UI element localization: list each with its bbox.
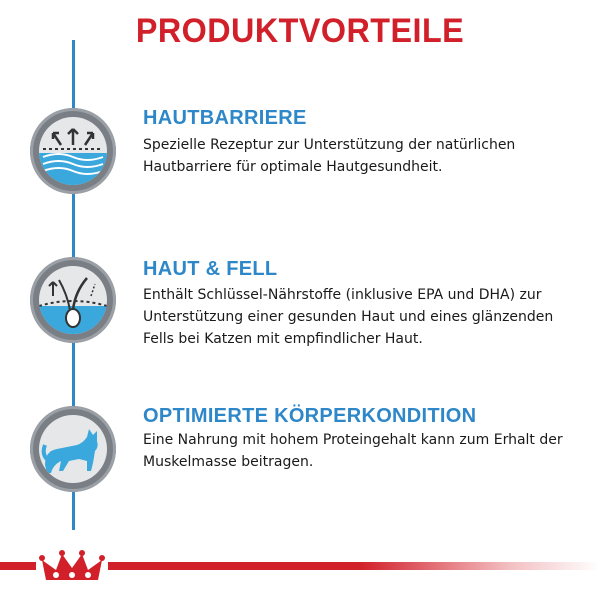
skin-coat-icon — [39, 266, 107, 334]
page-title: PRODUKTVORTEILE — [135, 12, 465, 50]
benefit-heading: OPTIMIERTE KÖRPERKONDITION — [143, 405, 477, 427]
cat-badge — [30, 406, 116, 492]
benefit-heading: HAUT & FELL — [143, 258, 278, 280]
benefit-text: Enthält Schlüssel-Nährstoffe (inklusive EPA und DHA) zur Unterstützung einer gesunden Haut und eines glänzenden Fells bei Katzen mit empfindlicher Haut. — [143, 287, 554, 347]
benefit-heading: HAUTBARRIERE — [143, 107, 307, 129]
benefit-text: Spezielle Rezeptur zur Unterstützung der natürlichen Hautbarriere für optimale Hautgesundheit. — [143, 137, 516, 175]
benefit-text: Eine Nahrung mit hohem Proteingehalt kann zum Erhalt der Muskelmasse beitragen. — [143, 432, 563, 470]
crown-logo — [36, 548, 108, 588]
cat-icon — [39, 415, 107, 483]
skin-coat-badge — [30, 257, 116, 343]
skin-barrier-badge — [30, 108, 116, 194]
skin-barrier-icon — [39, 117, 107, 185]
